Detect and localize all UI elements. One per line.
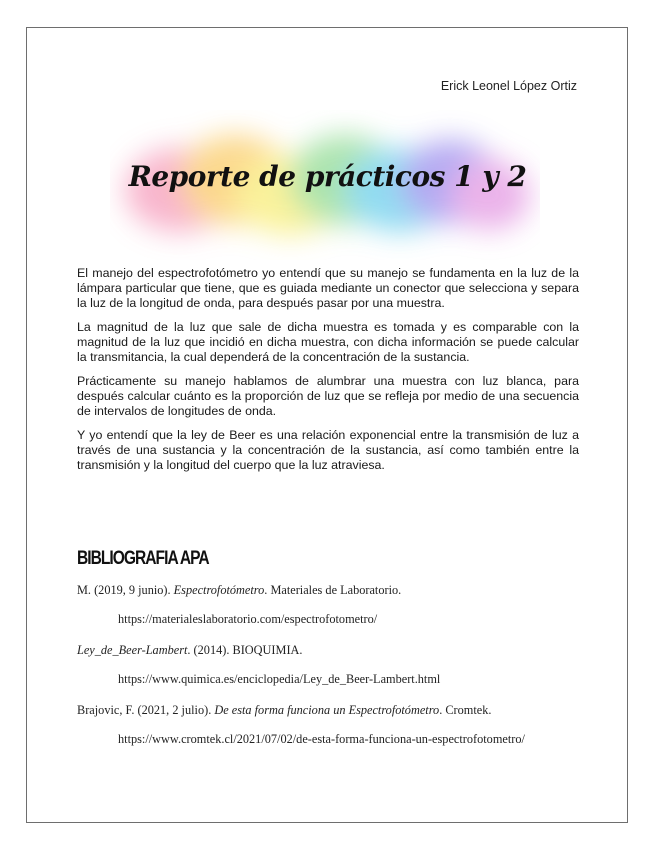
report-body — [77, 266, 579, 482]
paragraph-3: Prácticamente su manejo hablamos de alumbrar una muestra con luz blanca, para después calcular cuánto es la proporción de luz que se refleja por medio de una secuencia de intervalos de longitudes de onda. — [77, 374, 579, 418]
paragraph-2: La magnitud de la luz que sale de dicha muestra es tomada y es comparable con la magnitud de la luz que incidió en dicha muestra, con dicha información se puede calcular la transmitancia, la cual dependerá de la concentración de la sustancia. — [77, 320, 579, 364]
paragraph-4: Y yo entendí que la ley de Beer es una relación exponencial entre la transmisión de luz a través de una sustancia y la concentración de la sustancia, así como también entre la transmisión y la longitud del cuerpo que la luz atraviesa. — [77, 428, 579, 472]
reference-1-url[interactable]: https://materialeslaboratorio.com/espectrofotometro/ — [118, 612, 378, 626]
reference-1: M. (2019, 9 junio). Espectrofotómetro. Materiales de Laboratorio. — [77, 583, 402, 597]
report-title: Reporte de prácticos 1 y 2 — [128, 160, 527, 193]
reference-2-url[interactable]: https://www.quimica.es/enciclopedia/Ley_de_Beer-Lambert.html — [118, 672, 441, 686]
reference-3-url[interactable]: https://www.cromtek.cl/2021/07/02/de-esta-forma-funciona-un-espectrofotometro/ — [118, 732, 525, 746]
bibliography-list — [77, 582, 597, 762]
bibliography-heading: BIBLIOGRAFIA APA — [77, 548, 209, 569]
reference-2: Ley_de_Beer-Lambert. (2014). BIOQUIMIA. — [77, 643, 303, 657]
author-name: Erick Leonel López Ortiz — [440, 79, 577, 93]
reference-3: Brajovic, F. (2021, 2 julio). De esta forma funciona un Espectrofotómetro. Cromtek. — [77, 703, 492, 717]
paragraph-1: El manejo del espectrofotómetro yo entendí que su manejo se fundamenta en la luz de la lámpara particular que tiene, que es guiada mediante un conector que selecciona y separa la luz de la longitud de onda, para después pasar por una muestra. — [77, 266, 579, 310]
